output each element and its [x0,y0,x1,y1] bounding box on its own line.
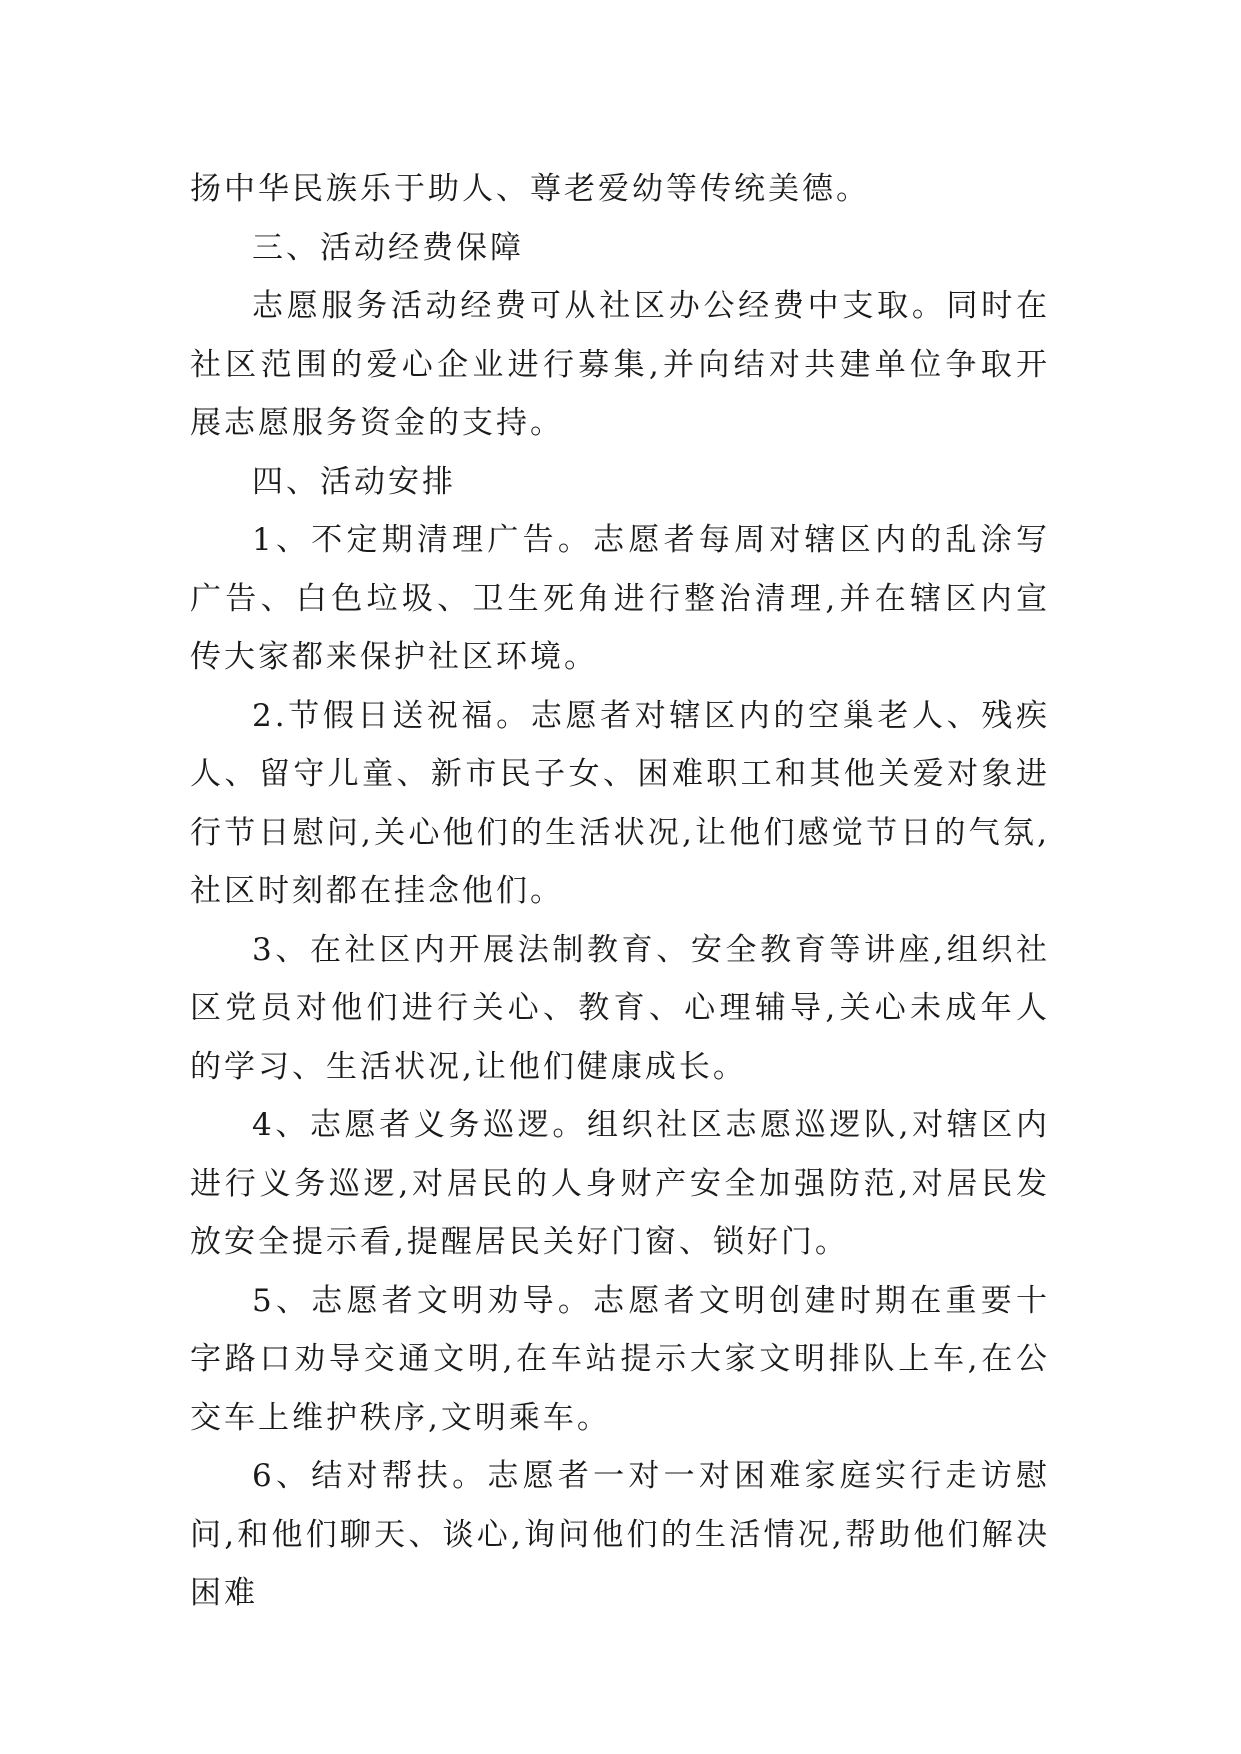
paragraph-funding: 志愿服务活动经费可从社区办公经费中支取。同时在社区范围的爱心企业进行募集,并向结对共建单位争取开展志愿服务资金的支持。 [190,288,1050,441]
paragraph-continuation: 扬中华民族乐于助人、尊老爱幼等传统美德。 [190,171,870,207]
paragraph-item-5: 5、志愿者文明劝导。志愿者文明创建时期在重要十字路口劝导交通文明,在车站提示大家文明排队上车,在公交车上维护秩序,文明乘车。 [190,1282,1050,1436]
paragraph-item-1: 1、不定期清理广告。志愿者每周对辖区内的乱涂写广告、白色垃圾、卫生死角进行整治清理,并在辖区内宣传大家都来保护社区环境。 [190,522,1050,675]
section-heading-funding: 三、活动经费保障 [252,229,524,266]
paragraph-item-4: 4、志愿者义务巡逻。组织社区志愿巡逻队,对辖区内进行义务巡逻,对居民的人身财产安全加强防范,对居民发放安全提示看,提醒居民关好门窗、锁好门。 [190,1107,1050,1260]
document-page [190,160,1050,1623]
section-heading-arrangement: 四、活动安排 [252,463,456,500]
paragraph-item-3: 3、在社区内开展法制教育、安全教育等讲座,组织社区党员对他们进行关心、教育、心理辅导,关心未成年人的学习、生活状况,让他们健康成长。 [190,931,1050,1085]
paragraph-item-2: 2.节假日送祝福。志愿者对辖区内的空巢老人、残疾人、留守儿童、新市民子女、困难职工和其他关爱对象进行节日慰问,关心他们的生活状况,让他们感觉节日的气氛,社区时刻都在挂念他们。 [190,697,1050,909]
paragraph-item-6: 6、结对帮扶。志愿者一对一对困难家庭实行走访慰问,和他们聊天、谈心,询问他们的生活情况,帮助他们解决困难 [190,1458,1050,1611]
